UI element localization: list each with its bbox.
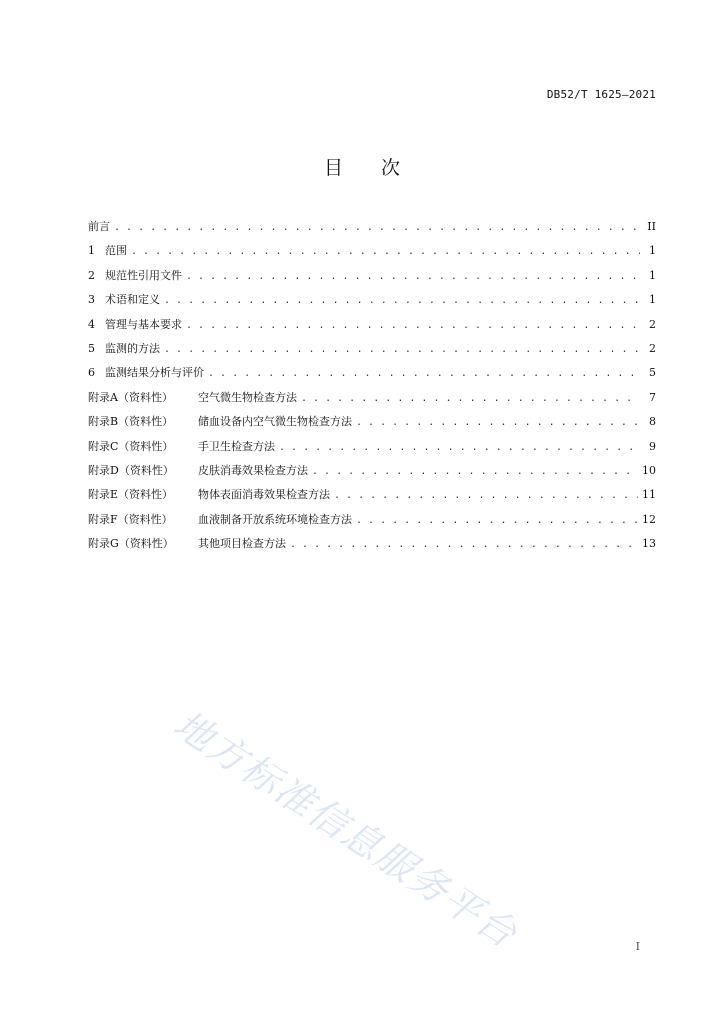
- toc-entry-page: 1: [649, 244, 656, 258]
- toc-entry-label: 血液制备开放系统环境检查方法: [198, 512, 352, 526]
- toc-appendix-prefix: 附录C（资料性）: [88, 439, 174, 453]
- toc-leader: [131, 240, 640, 264]
- toc-entry-number: 6: [88, 366, 95, 380]
- doc-code: DB52/T 1625—2021: [546, 88, 656, 101]
- toc-entry-label: 术语和定义: [105, 293, 160, 307]
- toc-leader: [114, 216, 640, 240]
- toc-entry-4[interactable]: [88, 313, 656, 337]
- toc-entry-page: 2: [649, 341, 656, 355]
- toc-title-char-1: 目: [323, 157, 343, 179]
- toc-entry-label: 范围: [105, 244, 127, 258]
- toc-leader: [356, 509, 638, 533]
- toc-entry-page: 7: [649, 390, 656, 404]
- toc-appendix-prefix: 附录A（资料性）: [88, 390, 173, 404]
- toc-entry-label: 监测的方法: [105, 341, 160, 355]
- toc-entry-1[interactable]: [88, 239, 656, 263]
- toc-leader: [208, 362, 640, 386]
- toc-entry-label: 空气微生物检查方法: [198, 390, 297, 404]
- toc-entry-number: 4: [88, 317, 95, 331]
- toc-appendix-c[interactable]: [88, 435, 656, 459]
- toc-entry-page: 9: [649, 439, 656, 453]
- toc-entry-page: 2: [649, 317, 656, 331]
- toc-leader: [290, 533, 638, 557]
- toc-appendix-d[interactable]: [88, 459, 656, 483]
- toc-entry-page: 12: [642, 512, 656, 526]
- toc-entry-number: 1: [88, 244, 95, 258]
- toc-entry-6[interactable]: [88, 361, 656, 385]
- toc-title: [0, 153, 724, 180]
- toc-entry-3[interactable]: [88, 288, 656, 312]
- toc-appendix-f[interactable]: [88, 508, 656, 532]
- toc-entry-2[interactable]: [88, 264, 656, 288]
- toc-appendix-prefix: 附录D（资料性）: [88, 463, 174, 477]
- toc-entry-label: 储血设备内空气微生物检查方法: [198, 415, 352, 429]
- toc-entry-label: 皮肤消毒效果检查方法: [198, 463, 308, 477]
- toc-leader: [301, 387, 640, 411]
- toc-leader: [186, 265, 640, 289]
- toc-entry-label: 前言: [88, 220, 110, 233]
- toc-leader: [164, 289, 640, 313]
- toc-entry-foreword[interactable]: [88, 215, 656, 239]
- toc-entry-label: 规范性引用文件: [105, 268, 182, 282]
- toc-entry-page: 1: [649, 293, 656, 307]
- toc-leader: [164, 338, 640, 362]
- toc-entry-label: 手卫生检查方法: [198, 439, 275, 453]
- toc-entry-page: 1: [649, 268, 656, 282]
- toc-leader: [356, 411, 640, 435]
- toc-leader: [312, 460, 638, 484]
- toc-entry-page: 8: [649, 415, 656, 429]
- toc-entry-number: 3: [88, 293, 95, 307]
- toc-entry-number: 5: [88, 341, 95, 355]
- toc-entry-page: 5: [649, 366, 656, 380]
- toc-entry-page: II: [647, 220, 656, 233]
- toc-entry-label: 其他项目检查方法: [198, 537, 286, 551]
- page-number: I: [635, 940, 640, 953]
- watermark: 地方标准信息服务平台: [166, 701, 526, 957]
- toc-appendix-e[interactable]: [88, 483, 656, 507]
- toc-appendix-a[interactable]: [88, 386, 656, 410]
- toc-entry-label: 监测结果分析与评价: [105, 366, 204, 380]
- toc-appendix-b[interactable]: [88, 410, 656, 434]
- toc-entry-number: 2: [88, 268, 95, 282]
- toc-appendix-g[interactable]: [88, 532, 656, 556]
- toc-entry-5[interactable]: [88, 337, 656, 361]
- toc-entry-page: 10: [642, 463, 656, 477]
- toc-entry-page: 13: [642, 537, 656, 551]
- toc-leader: [334, 484, 638, 508]
- toc-entry-label: 物体表面消毒效果检查方法: [198, 488, 330, 502]
- toc-appendix-prefix: 附录F（资料性）: [88, 512, 173, 526]
- table-of-contents: [88, 215, 656, 556]
- toc-appendix-prefix: 附录B（资料性）: [88, 415, 174, 429]
- toc-title-char-2: 次: [381, 157, 401, 179]
- toc-leader: [186, 314, 640, 338]
- toc-entry-page: 11: [642, 488, 656, 502]
- toc-leader: [279, 436, 640, 460]
- toc-appendix-prefix: 附录E（资料性）: [88, 488, 174, 502]
- toc-appendix-prefix: 附录G（资料性）: [88, 537, 174, 551]
- toc-entry-label: 管理与基本要求: [105, 317, 182, 331]
